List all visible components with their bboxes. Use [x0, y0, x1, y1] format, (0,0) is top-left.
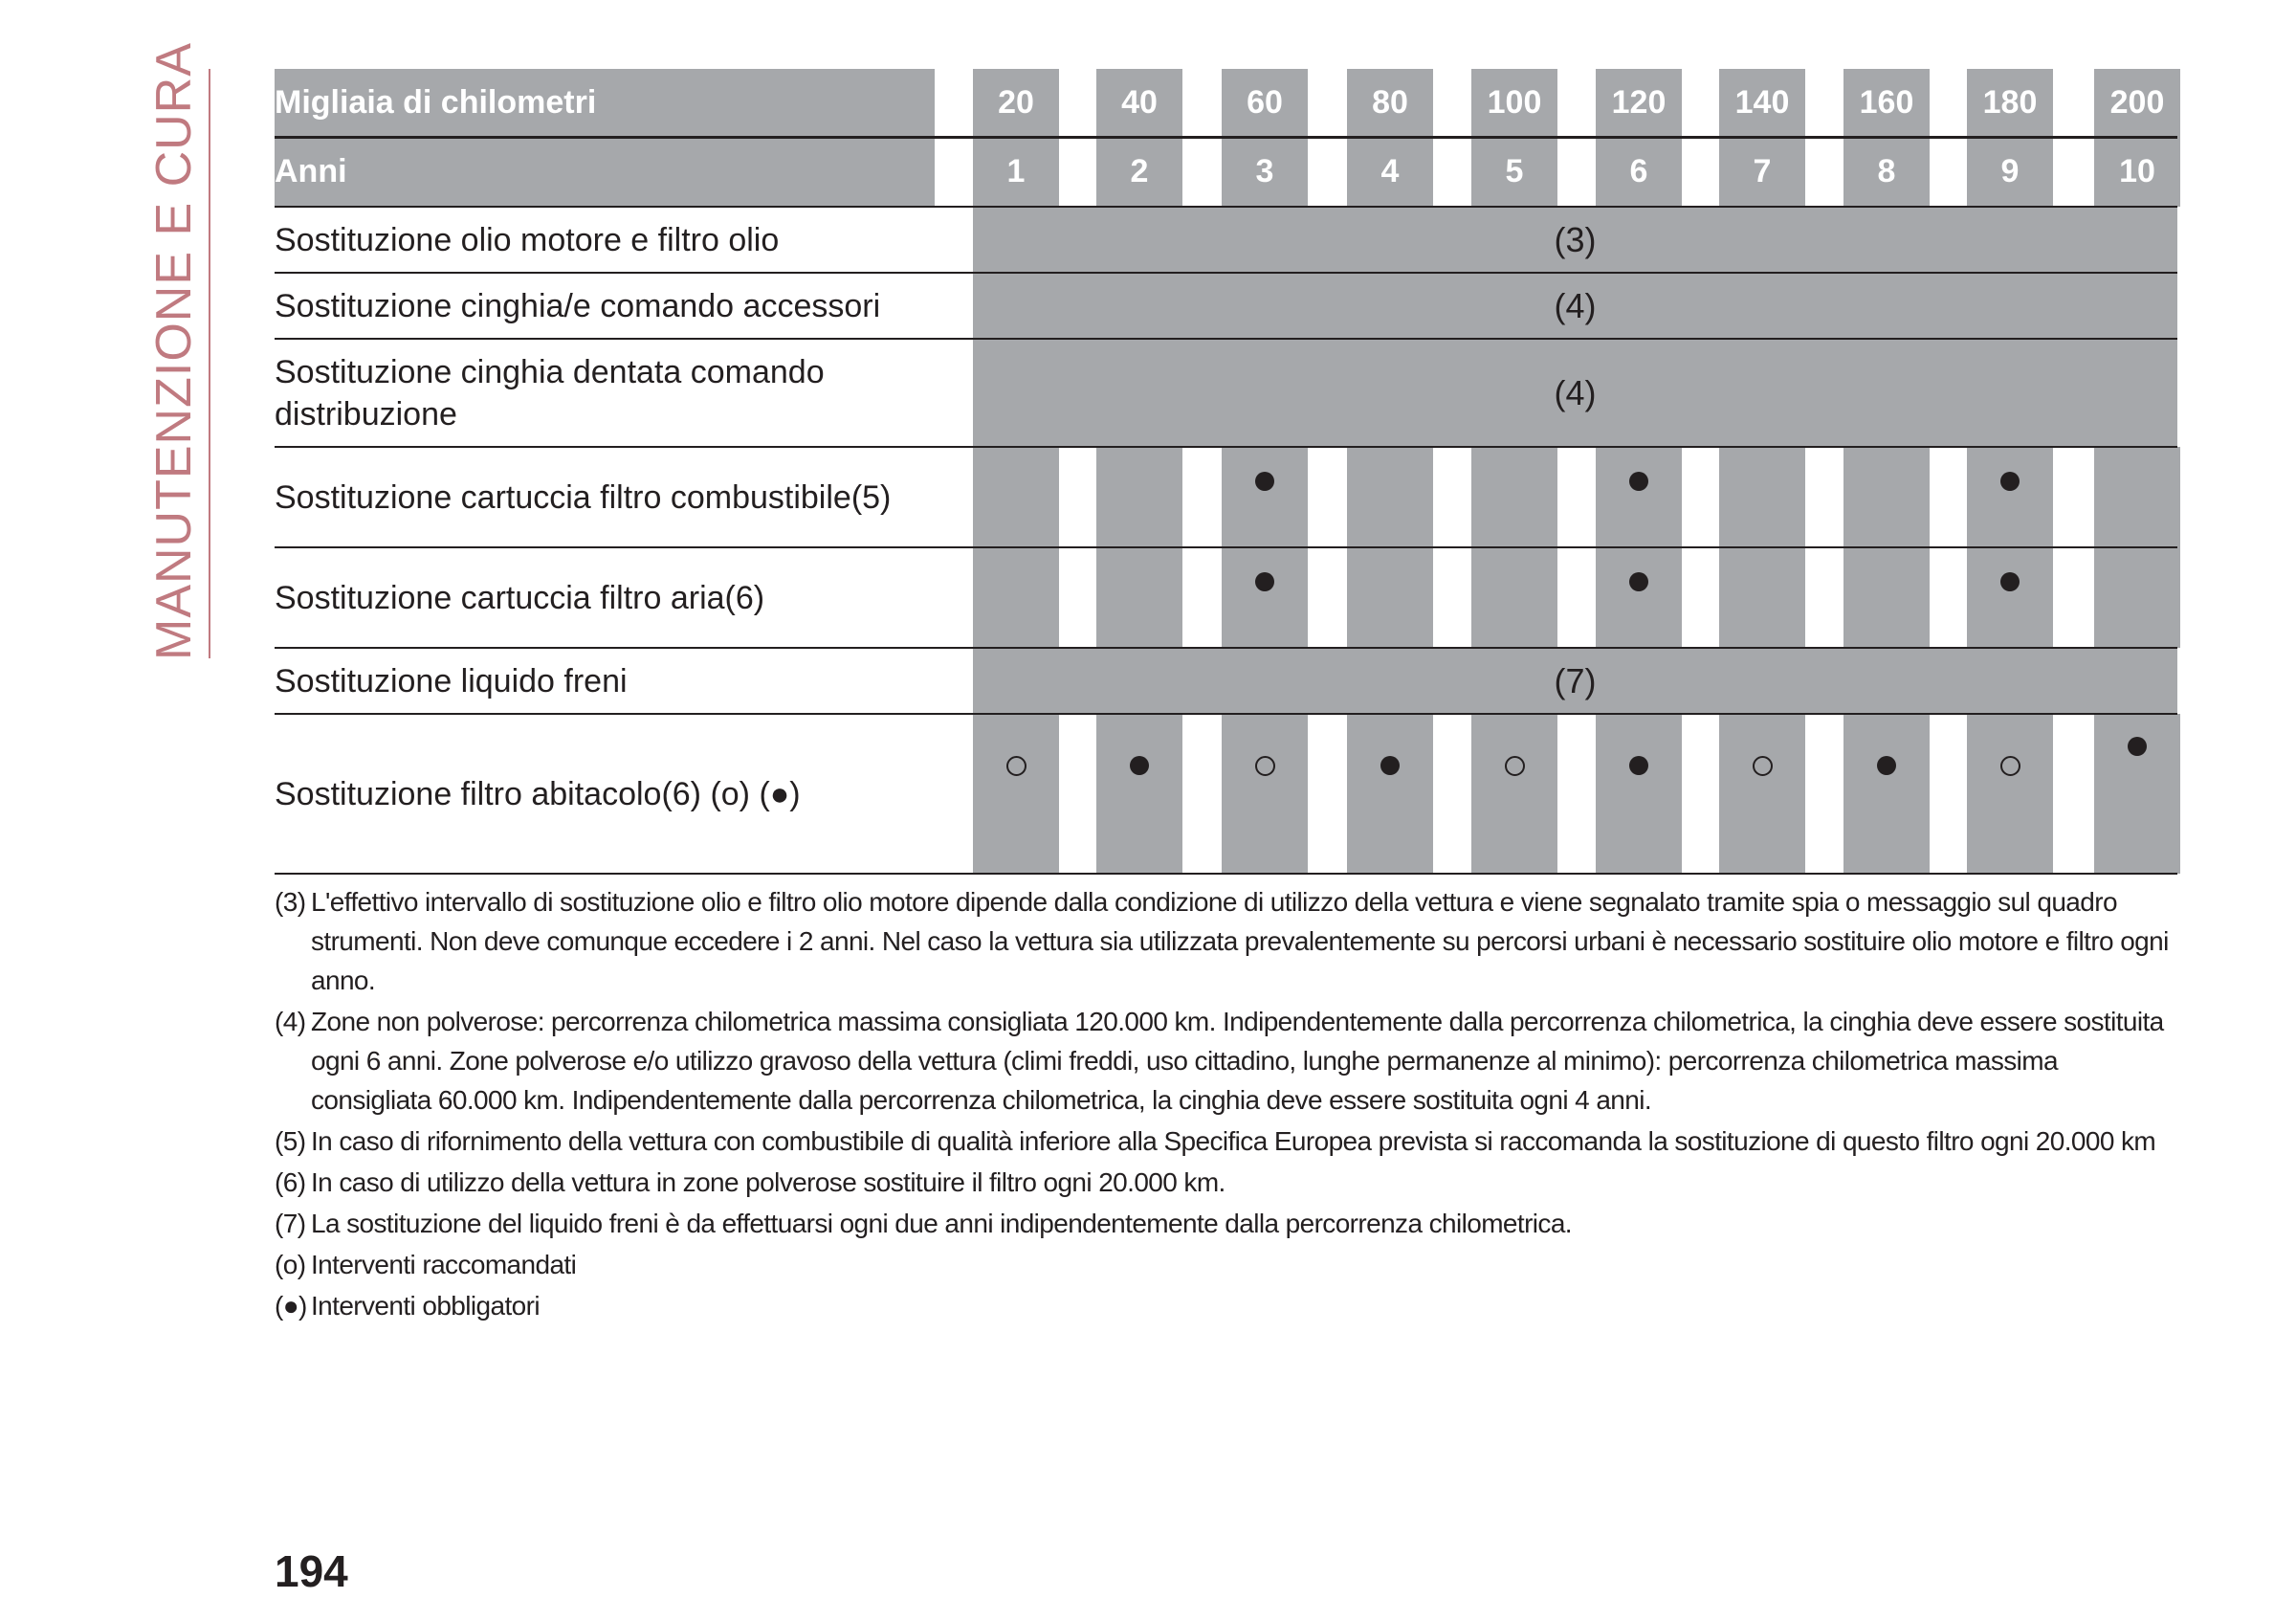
- header-km-value: 80: [1372, 84, 1408, 121]
- row-label: Sostituzione olio motore e filtro olio: [275, 221, 780, 258]
- column-cell-bg: [1719, 547, 1805, 648]
- footnote-7: [275, 1204, 2178, 1243]
- row-interval-note: (4): [1554, 372, 1597, 412]
- footnote-mandatory: [275, 1286, 2178, 1325]
- column-cell-bg: [1471, 447, 1557, 547]
- header-km-value: 160: [1859, 84, 1914, 121]
- column-cell-bg: [1967, 447, 2053, 547]
- mandatory-mark: [1629, 756, 1648, 775]
- column-cell-bg: [1222, 547, 1308, 648]
- mandatory-mark: [1877, 756, 1896, 775]
- mandatory-mark: [2000, 472, 2020, 491]
- header-year-value: 3: [1255, 153, 1274, 189]
- recommended-mark: [2000, 756, 2020, 776]
- header-km-value: 100: [1487, 84, 1542, 121]
- column-cell-bg: [1843, 447, 1930, 547]
- row-interval-note: (3): [1554, 219, 1597, 259]
- header-year-value: 2: [1130, 153, 1149, 189]
- row-label: Sostituzione cinghia/e comando accessori: [275, 287, 881, 324]
- recommended-mark: [1006, 756, 1027, 776]
- mandatory-mark: [1629, 472, 1648, 491]
- footnote-4: [275, 1002, 2178, 1120]
- column-cell-bg: [1096, 547, 1182, 648]
- row-label: Sostituzione liquido freni: [275, 662, 628, 699]
- column-cell-bg: [1347, 714, 1433, 874]
- page-number: 194: [275, 1546, 348, 1596]
- header-year-value: 6: [1629, 153, 1648, 189]
- column-cell-bg: [1471, 547, 1557, 648]
- column-cell-bg: [1719, 714, 1805, 874]
- column-cell-bg: [1347, 447, 1433, 547]
- footnote-3: [275, 882, 2178, 1000]
- column-cell-bg: [2094, 547, 2180, 648]
- column-cell-bg: [1096, 714, 1182, 874]
- header-km-label: Migliaia di chilometri: [275, 84, 597, 121]
- header-year-value: 8: [1877, 153, 1896, 189]
- column-cell-bg: [1596, 447, 1682, 547]
- header-year-value: 1: [1006, 153, 1026, 189]
- mandatory-mark: [1255, 572, 1274, 591]
- header-year-value: 4: [1380, 153, 1400, 189]
- footnotes: [275, 882, 2178, 1327]
- header-km-value: 140: [1734, 84, 1790, 121]
- footnote-recommended: [275, 1245, 2178, 1284]
- footnote-ref: (5): [275, 1126, 306, 1156]
- footnote-text: In caso di rifornimento della vettura con combustibile di qualità inferiore alla Specifica Europea prevista si raccomanda la sostituzione di questo filtro ogni 20.000 km: [311, 1126, 2156, 1156]
- footnote-5: [275, 1121, 2178, 1161]
- column-cell-bg: [973, 447, 1059, 547]
- column-cell-bg: [1471, 714, 1557, 874]
- header-year-value: 7: [1753, 153, 1772, 189]
- footnote-ref: (6): [275, 1167, 306, 1197]
- footnote-ref: (o): [275, 1250, 306, 1279]
- header-km-value: 180: [1982, 84, 2038, 121]
- column-cell-bg: [1843, 547, 1930, 648]
- recommended-mark: [1255, 756, 1275, 776]
- header-km-value: 200: [2109, 84, 2165, 121]
- column-cell-bg: [973, 547, 1059, 648]
- footnote-ref: (3): [275, 887, 306, 917]
- column-cell-bg: [2094, 447, 2180, 547]
- footnote-text: L'effettivo intervallo di sostituzione olio e filtro olio motore dipende dalla condizione di utilizzo della vettura e viene segnalato tramite spia o messaggio sul quadro strumenti. Non deve comunque eccedere i 2 anni. Nel caso la vettura sia utilizzata prevalentemente su percorsi urbani è necessario sostituire olio motore e filtro ogni anno.: [311, 887, 2169, 995]
- footnote-text: La sostituzione del liquido freni è da effettuarsi ogni due anni indipendentemente dalla percorrenza chilometrica.: [311, 1209, 1572, 1238]
- footnote-ref: (7): [275, 1209, 306, 1238]
- column-cell-bg: [973, 714, 1059, 874]
- footnote-text: In caso di utilizzo della vettura in zone polverose sostituire il filtro ogni 20.000 km.: [311, 1167, 1225, 1197]
- column-cell-bg: [1843, 714, 1930, 874]
- footnote-6: [275, 1163, 2178, 1202]
- header-km-value: 40: [1121, 84, 1158, 121]
- column-cell-bg: [1222, 447, 1308, 547]
- section-title: MANUTENZIONE E CURA: [146, 42, 202, 660]
- column-cell-bg: [1096, 447, 1182, 547]
- mandatory-mark: [1130, 756, 1149, 775]
- header-year-value: 9: [2000, 153, 2020, 189]
- footnote-text: Interventi raccomandati: [311, 1250, 577, 1279]
- recommended-mark: [1505, 756, 1525, 776]
- footnote-ref: (●): [275, 1291, 307, 1321]
- mandatory-mark: [2128, 737, 2147, 756]
- footnote-text: Interventi obbligatori: [311, 1291, 540, 1321]
- mandatory-mark: [1255, 472, 1274, 491]
- header-km-value: 60: [1247, 84, 1283, 121]
- column-cell-bg: [1347, 547, 1433, 648]
- header-km-value: 120: [1611, 84, 1667, 121]
- header-year-value: 10: [2119, 153, 2155, 189]
- header-km-value: 20: [998, 84, 1034, 121]
- row-label: Sostituzione cartuccia filtro aria(6): [275, 579, 765, 616]
- row-interval-note: (4): [1554, 285, 1597, 325]
- header-year-value: 5: [1505, 153, 1524, 189]
- footnote-text: Zone non polverose: percorrenza chilometrica massima consigliata 120.000 km. Indipendentemente dalla percorrenza chilometrica, la cinghia deve essere sostituita ogni 6 anni. Zone polverose e/o utilizzo gravoso della vettura (climi freddi, uso cittadino, lunghe permanenze al minimo): percorrenza chilometrica massima consigliata 60.000 km. Indipendentemente dalla percorrenza chilometrica, la cinghia deve essere sostituita ogni 4 anni.: [311, 1007, 2164, 1115]
- row-label: Sostituzione filtro abitacolo(6) (o) (●): [275, 775, 801, 812]
- mandatory-mark: [2000, 572, 2020, 591]
- column-cell-bg: [1222, 714, 1308, 874]
- row-interval-note: (7): [1554, 660, 1597, 700]
- column-cell-bg: [1967, 547, 2053, 648]
- mandatory-mark: [1629, 572, 1648, 591]
- column-cell-bg: [1967, 714, 2053, 874]
- column-cell-bg: [1596, 714, 1682, 874]
- recommended-mark: [1753, 756, 1773, 776]
- column-cell-bg: [1719, 447, 1805, 547]
- row-label: Sostituzione cartuccia filtro combustibile(5): [275, 478, 892, 516]
- header-years-label: Anni: [275, 153, 347, 189]
- footnote-ref: (4): [275, 1007, 306, 1036]
- column-cell-bg: [1596, 547, 1682, 648]
- mandatory-mark: [1380, 756, 1400, 775]
- row-label: Sostituzione cinghia dentata comando distribuzione: [275, 353, 825, 433]
